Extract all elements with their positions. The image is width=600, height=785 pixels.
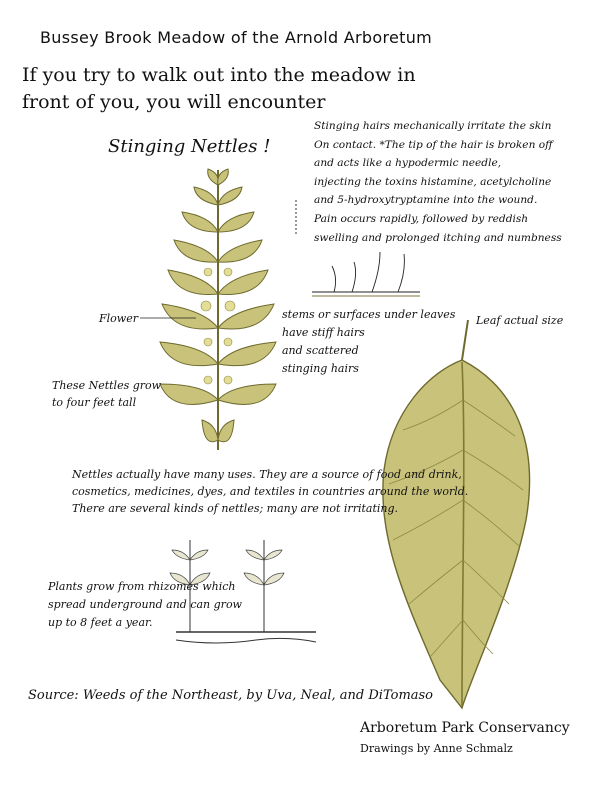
flower-label: Flower bbox=[99, 312, 138, 325]
stinging-hairs-note: Stinging hairs mechanically irritate the skin On contact. *The tip of the hair is broken off and acts like a hypodermic needle, injecting the toxins histamine, acetylcholine and 5-hydroxytryptamine into the wound. Pain occurs rapidly, followed by reddish swelling and prolonged itching and numbness bbox=[314, 120, 562, 244]
nettles-heading: Stinging Nettles ! bbox=[108, 136, 271, 157]
source-title: Weeds of the Northeast bbox=[82, 688, 239, 703]
organization-name: Arboretum Park Conservancy bbox=[360, 720, 570, 736]
rhizome-note: Plants grow from rhizomes which spread underground and can grow up to 8 feet a year. bbox=[48, 580, 242, 629]
source-prefix: Source: bbox=[28, 688, 83, 703]
page-title: Bussey Brook Meadow of the Arnold Arboretum bbox=[40, 28, 433, 47]
stem-hairs-note: stems or surfaces under leaves have stiff hairs and scattered stinging hairs bbox=[282, 308, 456, 375]
leaf-size-label: Leaf actual size bbox=[476, 314, 564, 327]
intro-text: If you try to walk out into the meadow in front of you, you will encounter bbox=[22, 64, 416, 113]
drawing-credit: Drawings by Anne Schmalz bbox=[360, 742, 513, 755]
height-note: These Nettles grow to four feet tall bbox=[52, 379, 162, 409]
source-authors: , by Uva, Neal, and DiTomaso bbox=[238, 688, 434, 703]
source-citation bbox=[28, 688, 433, 703]
uses-note: Nettles actually have many uses. They are a source of food and drink, cosmetics, medicines, dyes, and textiles in countries around the world. There are several kinds of nettles; many are not irritating. bbox=[72, 468, 469, 515]
